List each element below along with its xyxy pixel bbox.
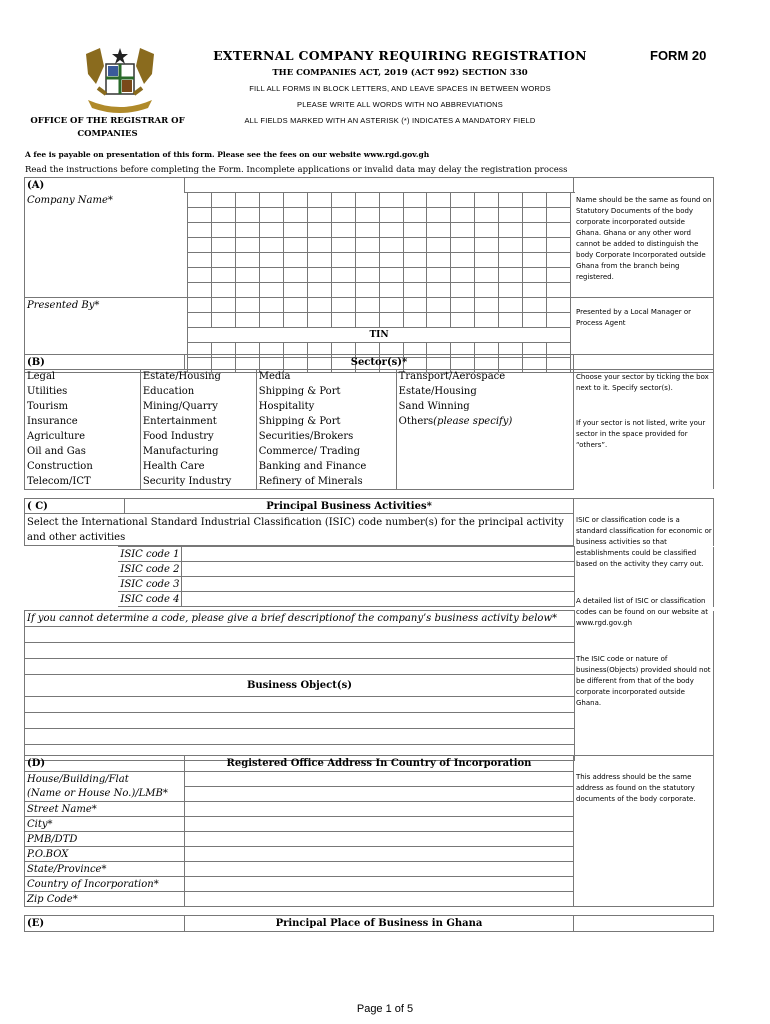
char-box[interactable] [355, 238, 379, 253]
sector-option[interactable]: Legal [27, 371, 56, 382]
char-box[interactable] [499, 208, 523, 223]
tin-label: TIN [188, 328, 571, 343]
char-box[interactable] [235, 193, 259, 208]
char-box[interactable] [475, 268, 499, 283]
char-box[interactable] [451, 298, 475, 313]
note-isic-consistency: The ISIC code or nature of business(Objects) provided should not be different from that of the body corporate incorporated outside Ghana. [576, 655, 711, 707]
address-field-input[interactable] [184, 802, 573, 817]
char-box[interactable] [235, 253, 259, 268]
char-box[interactable] [403, 313, 427, 328]
sector-option[interactable]: Shipping & Port [258, 416, 341, 427]
char-box[interactable] [499, 298, 523, 313]
char-box[interactable] [283, 193, 307, 208]
office-label: OFFICE OF THE REGISTRAR OF COMPANIES [30, 116, 185, 139]
business-object-heading: Business Object(s) [25, 675, 575, 697]
char-box[interactable] [499, 268, 523, 283]
char-box[interactable] [499, 238, 523, 253]
char-box[interactable] [259, 253, 283, 268]
char-box[interactable] [307, 208, 331, 223]
char-box[interactable] [499, 223, 523, 238]
char-box[interactable] [212, 298, 236, 313]
instruction-no-abbreviations: PLEASE WRITE ALL WORDS WITH NO ABBREVIATIONS [297, 100, 503, 109]
char-box[interactable] [499, 313, 523, 328]
char-box[interactable] [188, 238, 212, 253]
char-box[interactable] [403, 283, 427, 298]
sector-option[interactable]: Others [398, 416, 434, 427]
char-box[interactable] [403, 253, 427, 268]
char-box[interactable] [188, 298, 212, 313]
sector-option[interactable]: Insurance [27, 416, 78, 427]
char-box[interactable] [427, 208, 451, 223]
char-box[interactable] [212, 193, 236, 208]
note-company-name: Name should be the same as found on Statutory Documents of the body corporate incorporated outside Ghana. Ghana or any other word cannot be added to distinguish the body Corporate Incorporated outside Ghana from the branch being registered. [576, 196, 712, 281]
char-box[interactable] [355, 253, 379, 268]
char-box[interactable] [212, 313, 236, 328]
char-box[interactable] [547, 298, 571, 313]
sector-option[interactable]: Media [258, 371, 291, 382]
description-line[interactable] [25, 697, 575, 713]
char-box[interactable] [283, 283, 307, 298]
sector-option[interactable]: Sand Winning [398, 401, 470, 412]
address-field-label: City* [25, 817, 185, 832]
char-box[interactable] [451, 193, 475, 208]
sector-option[interactable]: Food Industry [142, 431, 214, 442]
char-box[interactable] [235, 208, 259, 223]
address-field-input[interactable] [184, 847, 573, 862]
section-d-table [24, 755, 714, 772]
char-box[interactable] [259, 238, 283, 253]
sector-option[interactable]: Construction [27, 461, 93, 472]
char-box[interactable] [379, 223, 403, 238]
section-e-table [24, 915, 714, 932]
char-box[interactable] [212, 253, 236, 268]
read-instructions: Read the instructions before completing the Form. Incomplete applications or invalid data may delay the registration process [25, 165, 568, 175]
char-box[interactable] [331, 223, 355, 238]
char-box[interactable] [188, 268, 212, 283]
char-box[interactable] [451, 313, 475, 328]
char-box[interactable] [451, 283, 475, 298]
char-box[interactable] [212, 268, 236, 283]
char-box[interactable] [547, 253, 571, 268]
char-box[interactable] [403, 268, 427, 283]
sector-option[interactable]: Telecom/ICT [27, 475, 91, 487]
char-box[interactable] [331, 253, 355, 268]
char-box[interactable] [451, 238, 475, 253]
char-box[interactable] [475, 223, 499, 238]
description-line[interactable] [25, 729, 575, 745]
address-field-label: (Name or House No.)/LMB* [25, 787, 185, 802]
isic-code-input[interactable] [182, 592, 574, 607]
char-box[interactable] [547, 268, 571, 283]
isic-code-label: ISIC code 3 [118, 577, 182, 592]
address-field-label: State/Province* [25, 862, 185, 877]
char-box[interactable] [427, 253, 451, 268]
char-box[interactable] [212, 238, 236, 253]
char-box[interactable] [331, 283, 355, 298]
sector-option[interactable]: Utilities [27, 386, 68, 397]
char-box[interactable] [283, 253, 307, 268]
char-box[interactable] [523, 268, 547, 283]
char-box[interactable] [379, 238, 403, 253]
char-box[interactable] [212, 283, 236, 298]
char-box[interactable] [307, 253, 331, 268]
form-number: FORM 20 [650, 48, 707, 63]
sector-option[interactable]: Hospitality [258, 401, 315, 412]
sector-option[interactable]: Commerce/ Trading [258, 446, 361, 457]
char-box[interactable] [331, 313, 355, 328]
description-line[interactable] [25, 627, 575, 643]
address-field-input[interactable] [184, 832, 573, 847]
char-box[interactable] [307, 298, 331, 313]
form-title: EXTERNAL COMPANY REQUIRING REGISTRATION [213, 48, 587, 63]
address-field-input[interactable] [184, 817, 573, 832]
isic-code-input[interactable] [182, 577, 574, 592]
char-box[interactable] [259, 298, 283, 313]
char-box[interactable] [235, 283, 259, 298]
char-box[interactable] [188, 208, 212, 223]
char-box[interactable] [283, 313, 307, 328]
char-box[interactable] [403, 193, 427, 208]
sector-option[interactable]: Tourism [27, 401, 68, 412]
description-line[interactable] [25, 713, 575, 729]
isic-code-label: ISIC code 1 [118, 547, 182, 562]
presented-by-label: Presented By* [25, 298, 188, 313]
char-box[interactable] [188, 253, 212, 268]
char-box[interactable] [475, 298, 499, 313]
char-box[interactable] [451, 268, 475, 283]
section-a-table [24, 177, 714, 193]
principal-place-heading: Principal Place of Business in Ghana [184, 916, 574, 932]
char-box[interactable] [283, 208, 307, 223]
isic-code-input[interactable] [182, 547, 574, 562]
char-box[interactable] [547, 313, 571, 328]
char-box[interactable] [259, 268, 283, 283]
char-box[interactable] [379, 313, 403, 328]
address-field-input[interactable] [184, 787, 573, 802]
char-box[interactable] [283, 223, 307, 238]
section-d-letter: (D) [25, 756, 185, 772]
char-box[interactable] [523, 298, 547, 313]
char-box[interactable] [379, 253, 403, 268]
char-box[interactable] [427, 223, 451, 238]
address-field-input[interactable] [184, 772, 573, 787]
address-field-input[interactable] [184, 877, 573, 892]
section-c-letter: ( C) [25, 499, 125, 514]
char-box[interactable] [427, 283, 451, 298]
char-box[interactable] [331, 238, 355, 253]
isic-select-instruction: Select the International Standard Industrial Classification (ISIC) code number(s) for the principal activity and other activities [25, 514, 574, 546]
note-registered-address: This address should be the same address as found on the statutory documents of the body corporate. [576, 773, 696, 803]
isic-code-label: ISIC code 2 [118, 562, 182, 577]
description-line[interactable] [25, 659, 575, 675]
section-b-letter: (B) [25, 355, 185, 370]
char-box[interactable] [523, 238, 547, 253]
char-box[interactable] [355, 283, 379, 298]
char-box[interactable] [307, 223, 331, 238]
char-box[interactable] [331, 193, 355, 208]
char-box[interactable] [355, 268, 379, 283]
char-box[interactable] [235, 313, 259, 328]
char-box[interactable] [427, 193, 451, 208]
company-name-label: Company Name* [25, 193, 188, 208]
char-box[interactable] [499, 193, 523, 208]
char-box[interactable] [379, 208, 403, 223]
char-box[interactable] [212, 223, 236, 238]
char-box[interactable] [475, 193, 499, 208]
char-box[interactable] [188, 193, 212, 208]
char-box[interactable] [188, 223, 212, 238]
sector-option[interactable]: Estate/Housing [398, 386, 477, 397]
isic-code-input[interactable] [182, 562, 574, 577]
char-box[interactable] [403, 223, 427, 238]
coat-of-arms-logo [78, 44, 162, 116]
char-box[interactable] [259, 313, 283, 328]
char-box[interactable] [188, 313, 212, 328]
instruction-block-letters: FILL ALL FORMS IN BLOCK LETTERS, AND LEAVE SPACES IN BETWEEN WORDS [249, 84, 551, 93]
sector-option[interactable]: Securities/Brokers [258, 431, 354, 442]
char-box[interactable] [355, 313, 379, 328]
char-box[interactable] [451, 208, 475, 223]
char-box[interactable] [451, 253, 475, 268]
char-box[interactable] [283, 268, 307, 283]
char-box[interactable] [283, 298, 307, 313]
char-box[interactable] [379, 283, 403, 298]
address-field-input[interactable] [184, 862, 573, 877]
char-box[interactable] [379, 268, 403, 283]
address-field-label: PMB/DTD [25, 832, 185, 847]
char-box[interactable] [379, 298, 403, 313]
registered-office-heading: Registered Office Address In Country of Incorporation [184, 756, 574, 772]
char-box[interactable] [427, 238, 451, 253]
section-b-table [24, 354, 714, 370]
char-box[interactable] [379, 193, 403, 208]
isic-unknown-instruction: If you cannot determine a code, please give a brief descriptionof the company’s business activity below* [25, 611, 575, 627]
char-box[interactable] [427, 313, 451, 328]
note-isic-list: A detailed list of ISIC or classification codes can be found on our website at www.rgd.gov.gh [576, 597, 708, 627]
char-box[interactable] [547, 208, 571, 223]
char-box[interactable] [427, 268, 451, 283]
char-box[interactable] [547, 193, 571, 208]
section-e-letter: (E) [25, 916, 185, 932]
address-field-label: P.O.BOX [25, 847, 185, 862]
char-box[interactable] [523, 208, 547, 223]
char-box[interactable] [475, 238, 499, 253]
char-box[interactable] [235, 238, 259, 253]
sector-option[interactable]: Estate/Housing [142, 371, 221, 382]
char-box[interactable] [475, 313, 499, 328]
char-box[interactable] [307, 268, 331, 283]
char-box[interactable] [403, 238, 427, 253]
sector-option[interactable]: Shipping & Port [258, 386, 341, 397]
sector-option[interactable]: Banking and Finance [258, 461, 367, 472]
description-line[interactable] [25, 643, 575, 659]
char-box[interactable] [547, 238, 571, 253]
char-box[interactable] [355, 298, 379, 313]
char-box[interactable] [188, 283, 212, 298]
note-isic-definition: ISIC or classification code is a standard classification for economic or business activities so that establishments could be classified based on the activity they carry out. [576, 516, 712, 568]
char-box[interactable] [523, 253, 547, 268]
char-box[interactable] [331, 298, 355, 313]
note-sector-choose: Choose your sector by ticking the box next to it. Specify sector(s). [576, 373, 709, 392]
address-field-label: Street Name* [25, 802, 185, 817]
section-a-letter: (A) [25, 178, 185, 193]
sector-option[interactable]: Refinery of Minerals [258, 475, 363, 487]
char-box[interactable] [259, 283, 283, 298]
char-box[interactable] [331, 268, 355, 283]
isic-code-label: ISIC code 4 [118, 592, 182, 607]
sector-option[interactable]: Security Industry [142, 475, 232, 487]
char-box[interactable] [283, 238, 307, 253]
char-box[interactable] [235, 298, 259, 313]
char-box[interactable] [307, 238, 331, 253]
char-box[interactable] [212, 208, 236, 223]
char-box[interactable] [259, 193, 283, 208]
note-presented-by: Presented by a Local Manager or Process Agent [576, 308, 692, 327]
char-box[interactable] [355, 193, 379, 208]
char-box[interactable] [427, 298, 451, 313]
char-box[interactable] [259, 208, 283, 223]
sector-option[interactable]: Agriculture [27, 431, 85, 442]
note-sector-other: If your sector is not listed, write your sector in the space provided for “others”. [576, 419, 706, 449]
sector-option[interactable]: Health Care [142, 461, 205, 472]
others-specify-note: (please specify) [433, 416, 513, 427]
sector-option[interactable]: Oil and Gas [27, 446, 86, 457]
char-box[interactable] [307, 283, 331, 298]
fee-notice: A fee is payable on presentation of this form. Please see the fees on our website www.rgd.gov.gh [25, 150, 430, 159]
activities-heading: Principal Business Activities* [124, 499, 573, 514]
char-box[interactable] [475, 208, 499, 223]
char-box[interactable] [523, 223, 547, 238]
act-reference: THE COMPANIES ACT, 2019 (ACT 992) SECTION 330 [272, 68, 528, 78]
char-box[interactable] [475, 253, 499, 268]
char-box[interactable] [523, 283, 547, 298]
sector-heading: Sector(s)* [185, 355, 574, 370]
char-box[interactable] [331, 208, 355, 223]
char-box[interactable] [475, 283, 499, 298]
char-box[interactable] [403, 208, 427, 223]
sector-option[interactable]: Entertainment [142, 416, 217, 427]
instruction-asterisk: ALL FIELDS MARKED WITH AN ASTERISK (*) INDICATES A MANDATORY FIELD [244, 116, 536, 125]
char-box[interactable] [499, 283, 523, 298]
char-box[interactable] [547, 223, 571, 238]
char-box[interactable] [235, 223, 259, 238]
char-box[interactable] [355, 208, 379, 223]
sector-option[interactable]: Education [142, 386, 195, 397]
sector-option[interactable]: Mining/Quarry [142, 401, 218, 412]
char-box[interactable] [499, 253, 523, 268]
address-field-input[interactable] [184, 892, 573, 907]
address-field-label: House/Building/Flat [25, 772, 185, 787]
char-box[interactable] [523, 193, 547, 208]
char-box[interactable] [403, 298, 427, 313]
char-box[interactable] [307, 193, 331, 208]
char-box[interactable] [307, 313, 331, 328]
sector-option[interactable]: Transport/Aerospace [398, 371, 506, 382]
page-number: Page 1 of 5 [356, 1003, 414, 1015]
address-field-label: Country of Incorporation* [25, 877, 185, 892]
char-box[interactable] [451, 223, 475, 238]
char-box[interactable] [523, 313, 547, 328]
address-field-label: Zip Code* [25, 892, 185, 907]
char-box[interactable] [235, 268, 259, 283]
char-box[interactable] [259, 223, 283, 238]
char-box[interactable] [547, 283, 571, 298]
sector-option[interactable]: Manufacturing [142, 446, 219, 457]
char-box[interactable] [355, 223, 379, 238]
